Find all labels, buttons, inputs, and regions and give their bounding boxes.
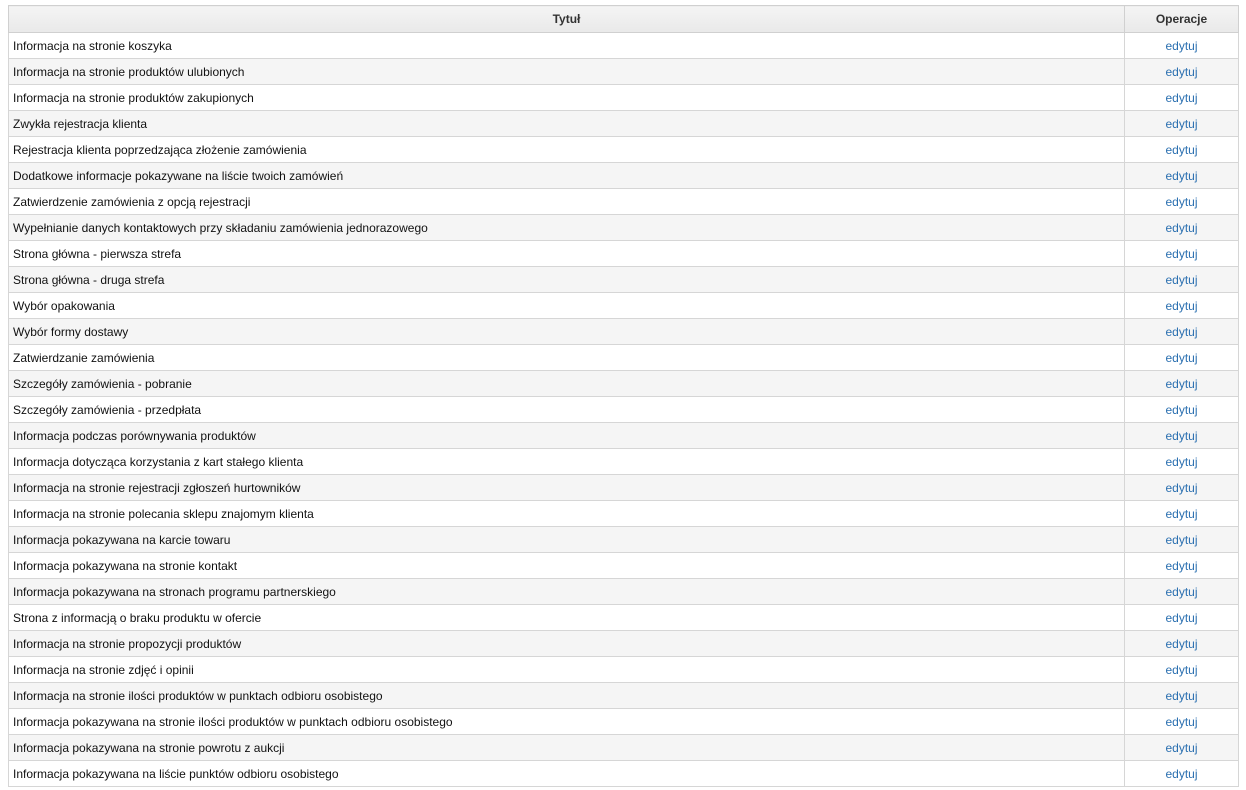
row-title: Strona główna - druga strefa	[9, 267, 1125, 293]
row-operations	[1125, 449, 1239, 475]
edit-link[interactable]: edytuj	[1165, 168, 1198, 183]
row-title: Rejestracja klienta poprzedzająca złożenie zamówienia	[9, 137, 1125, 163]
edit-link[interactable]: edytuj	[1165, 64, 1198, 79]
row-title: Dodatkowe informacje pokazywane na liście twoich zamówień	[9, 163, 1125, 189]
edit-link[interactable]: edytuj	[1165, 350, 1198, 365]
edit-link[interactable]: edytuj	[1165, 402, 1198, 417]
edit-link[interactable]: edytuj	[1165, 116, 1198, 131]
table-row	[9, 735, 1239, 761]
row-operations	[1125, 397, 1239, 423]
row-operations	[1125, 631, 1239, 657]
table-row	[9, 163, 1239, 189]
table-row	[9, 501, 1239, 527]
table-row	[9, 189, 1239, 215]
edit-link[interactable]: edytuj	[1165, 428, 1198, 443]
row-operations	[1125, 267, 1239, 293]
row-operations	[1125, 241, 1239, 267]
table-row	[9, 33, 1239, 59]
row-operations	[1125, 761, 1239, 787]
table-row	[9, 345, 1239, 371]
row-operations	[1125, 735, 1239, 761]
row-title: Zwykła rejestracja klienta	[9, 111, 1125, 137]
row-title: Informacja na stronie produktów zakupionych	[9, 85, 1125, 111]
row-title: Informacja pokazywana na stronie ilości produktów w punktach odbioru osobistego	[9, 709, 1125, 735]
edit-link[interactable]: edytuj	[1165, 532, 1198, 547]
edit-link[interactable]: edytuj	[1165, 324, 1198, 339]
row-title: Informacja dotycząca korzystania z kart stałego klienta	[9, 449, 1125, 475]
column-header-operations: Operacje	[1125, 6, 1239, 33]
table-row	[9, 241, 1239, 267]
edit-link[interactable]: edytuj	[1165, 662, 1198, 677]
row-operations	[1125, 293, 1239, 319]
content-table	[8, 5, 1239, 787]
row-title: Informacja pokazywana na stronie powrotu z aukcji	[9, 735, 1125, 761]
table-row	[9, 267, 1239, 293]
table-row	[9, 449, 1239, 475]
row-operations	[1125, 527, 1239, 553]
table-row	[9, 319, 1239, 345]
edit-link[interactable]: edytuj	[1165, 142, 1198, 157]
row-title: Strona główna - pierwsza strefa	[9, 241, 1125, 267]
row-title: Wybór opakowania	[9, 293, 1125, 319]
edit-link[interactable]: edytuj	[1165, 272, 1198, 287]
row-title: Informacja na stronie ilości produktów w punktach odbioru osobistego	[9, 683, 1125, 709]
row-operations	[1125, 709, 1239, 735]
edit-link[interactable]: edytuj	[1165, 298, 1198, 313]
row-operations	[1125, 59, 1239, 85]
table-row	[9, 215, 1239, 241]
table-row	[9, 293, 1239, 319]
edit-link[interactable]: edytuj	[1165, 610, 1198, 625]
table-row	[9, 683, 1239, 709]
edit-link[interactable]: edytuj	[1165, 90, 1198, 105]
row-operations	[1125, 319, 1239, 345]
edit-link[interactable]: edytuj	[1165, 636, 1198, 651]
column-header-title[interactable]: Tytuł	[9, 6, 1125, 33]
edit-link[interactable]: edytuj	[1165, 376, 1198, 391]
edit-link[interactable]: edytuj	[1165, 506, 1198, 521]
table-row	[9, 423, 1239, 449]
row-operations	[1125, 553, 1239, 579]
table-row	[9, 761, 1239, 787]
row-operations	[1125, 579, 1239, 605]
row-title: Informacja na stronie produktów ulubionych	[9, 59, 1125, 85]
row-operations	[1125, 215, 1239, 241]
edit-link[interactable]: edytuj	[1165, 714, 1198, 729]
table-row	[9, 579, 1239, 605]
row-operations	[1125, 605, 1239, 631]
row-title: Informacja na stronie propozycji produktów	[9, 631, 1125, 657]
row-title: Szczegóły zamówienia - przedpłata	[9, 397, 1125, 423]
table-row	[9, 605, 1239, 631]
row-title: Wybór formy dostawy	[9, 319, 1125, 345]
table-row	[9, 59, 1239, 85]
row-title: Informacja pokazywana na liście punktów odbioru osobistego	[9, 761, 1125, 787]
row-operations	[1125, 111, 1239, 137]
table-row	[9, 657, 1239, 683]
row-title: Informacja na stronie koszyka	[9, 33, 1125, 59]
row-title: Informacja pokazywana na stronach programu partnerskiego	[9, 579, 1125, 605]
table-row	[9, 111, 1239, 137]
row-operations	[1125, 163, 1239, 189]
row-title: Informacja pokazywana na stronie kontakt	[9, 553, 1125, 579]
table-row	[9, 631, 1239, 657]
row-title: Zatwierdzanie zamówienia	[9, 345, 1125, 371]
content-table-container	[8, 5, 1238, 787]
row-operations	[1125, 657, 1239, 683]
table-row	[9, 397, 1239, 423]
row-title: Szczegóły zamówienia - pobranie	[9, 371, 1125, 397]
edit-link[interactable]: edytuj	[1165, 246, 1198, 261]
row-operations	[1125, 137, 1239, 163]
table-row	[9, 709, 1239, 735]
row-operations	[1125, 189, 1239, 215]
edit-link[interactable]: edytuj	[1165, 194, 1198, 209]
edit-link[interactable]: edytuj	[1165, 688, 1198, 703]
table-row	[9, 137, 1239, 163]
row-operations	[1125, 345, 1239, 371]
row-operations	[1125, 423, 1239, 449]
row-operations	[1125, 33, 1239, 59]
row-title: Informacja na stronie rejestracji zgłoszeń hurtowników	[9, 475, 1125, 501]
table-header-row	[9, 6, 1239, 33]
row-title: Informacja podczas porównywania produktów	[9, 423, 1125, 449]
row-title: Informacja pokazywana na karcie towaru	[9, 527, 1125, 553]
edit-link[interactable]: edytuj	[1165, 740, 1198, 755]
edit-link[interactable]: edytuj	[1165, 766, 1198, 781]
table-row	[9, 475, 1239, 501]
row-title: Zatwierdzenie zamówienia z opcją rejestracji	[9, 189, 1125, 215]
row-title: Wypełnianie danych kontaktowych przy składaniu zamówienia jednorazowego	[9, 215, 1125, 241]
table-row	[9, 85, 1239, 111]
row-title: Informacja na stronie zdjęć i opinii	[9, 657, 1125, 683]
edit-link[interactable]: edytuj	[1165, 558, 1198, 573]
table-row	[9, 527, 1239, 553]
edit-link[interactable]: edytuj	[1165, 220, 1198, 235]
edit-link[interactable]: edytuj	[1165, 38, 1198, 53]
row-operations	[1125, 501, 1239, 527]
row-operations	[1125, 683, 1239, 709]
table-body	[9, 33, 1239, 787]
edit-link[interactable]: edytuj	[1165, 584, 1198, 599]
table-row	[9, 371, 1239, 397]
row-title: Strona z informacją o braku produktu w ofercie	[9, 605, 1125, 631]
row-title: Informacja na stronie polecania sklepu znajomym klienta	[9, 501, 1125, 527]
row-operations	[1125, 371, 1239, 397]
row-operations	[1125, 475, 1239, 501]
row-operations	[1125, 85, 1239, 111]
edit-link[interactable]: edytuj	[1165, 454, 1198, 469]
table-row	[9, 553, 1239, 579]
edit-link[interactable]: edytuj	[1165, 480, 1198, 495]
